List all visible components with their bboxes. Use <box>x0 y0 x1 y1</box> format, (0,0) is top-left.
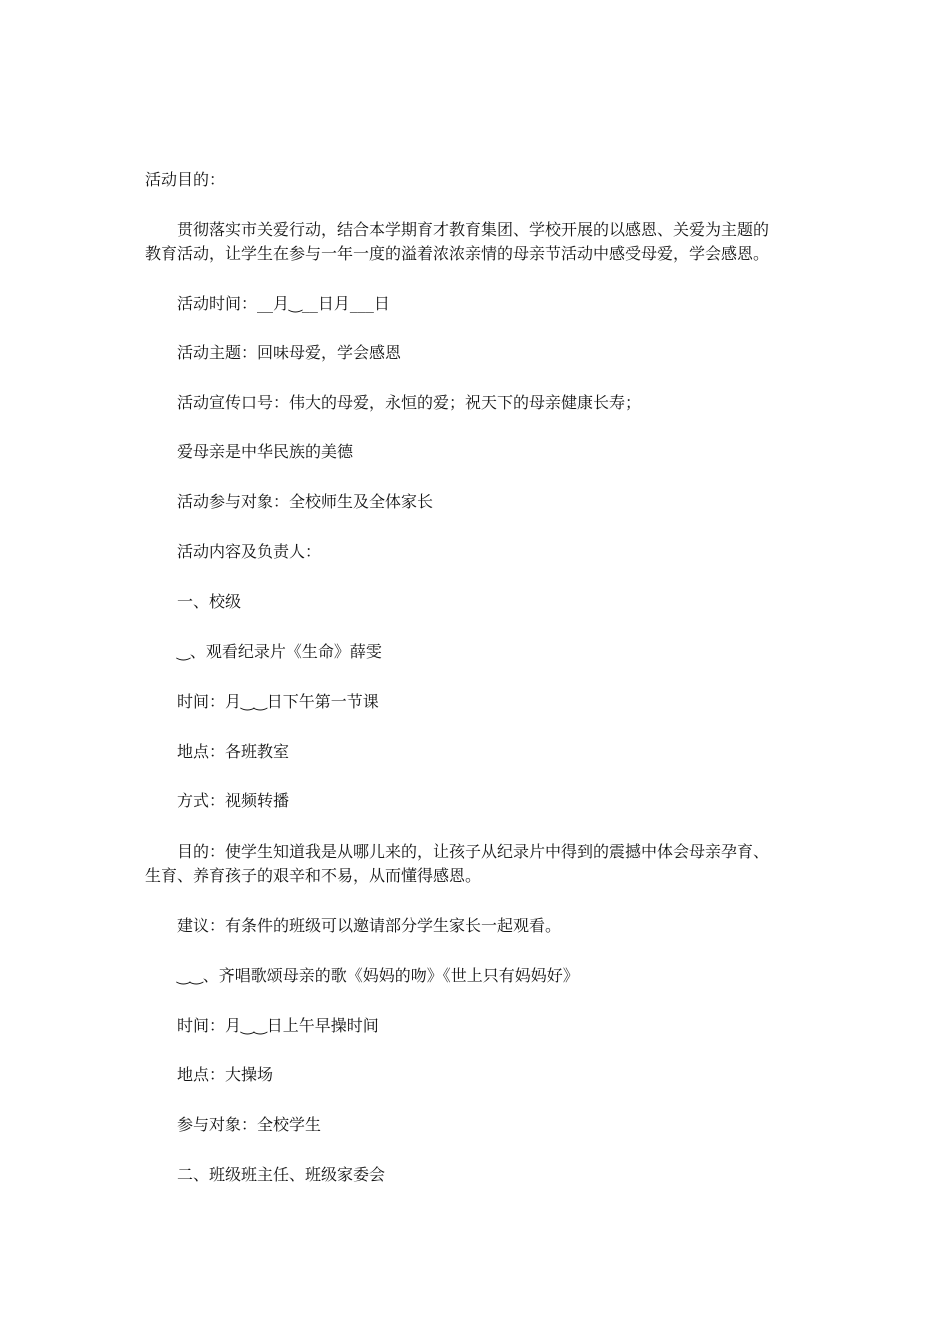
item1-time: 时间：月‿‿日下午第一节课 <box>177 692 379 711</box>
purpose-paragraph-line1: 贯彻落实市关爱行动，结合本学期育才教育集团、学校开展的以感恩、关爱为主题的 <box>177 220 770 239</box>
item1-goal-line2: 生育、养育孩子的艰辛和不易，从而懂得感恩。 <box>145 866 482 885</box>
item1-title: ‿、观看纪录片《生命》薛雯 <box>177 642 382 661</box>
item1-suggestion: 建议：有条件的班级可以邀请部分学生家长一起观看。 <box>177 916 562 935</box>
item2-title: ‿‿、齐唱歌颂母亲的歌《妈妈的吻》《世上只有妈妈好》 <box>177 966 579 985</box>
activity-slogan-cont: 爱母亲是中华民族的美德 <box>177 442 354 461</box>
item1-place: 地点：各班教室 <box>177 742 290 761</box>
activity-theme: 活动主题：回味母爱，学会感恩 <box>177 343 402 362</box>
item2-time: 时间：月‿‿日上午早操时间 <box>177 1016 379 1035</box>
item2-participants: 参与对象：全校学生 <box>177 1115 322 1134</box>
school-level-heading: 一、校级 <box>177 592 242 611</box>
activity-participants: 活动参与对象：全校师生及全体家长 <box>177 492 434 511</box>
activity-time: 活动时间：__月‿__日月___日 <box>177 294 390 313</box>
item1-method: 方式：视频转播 <box>177 791 290 810</box>
purpose-paragraph-line2: 教育活动，让学生在参与一年一度的溢着浓浓亲情的母亲节活动中感受母爱，学会感恩。 <box>145 244 770 263</box>
activity-slogan: 活动宣传口号：伟大的母爱，永恒的爱；祝天下的母亲健康长寿； <box>177 393 642 412</box>
content-heading: 活动内容及负责人： <box>177 542 322 561</box>
item2-place: 地点：大操场 <box>177 1065 274 1084</box>
class-level-heading: 二、班级班主任、班级家委会 <box>177 1165 386 1184</box>
item1-goal-line1: 目的：使学生知道我是从哪儿来的，让孩子从纪录片中得到的震撼中体会母亲孕育、 <box>177 842 770 861</box>
section-heading: 活动目的： <box>145 170 226 189</box>
